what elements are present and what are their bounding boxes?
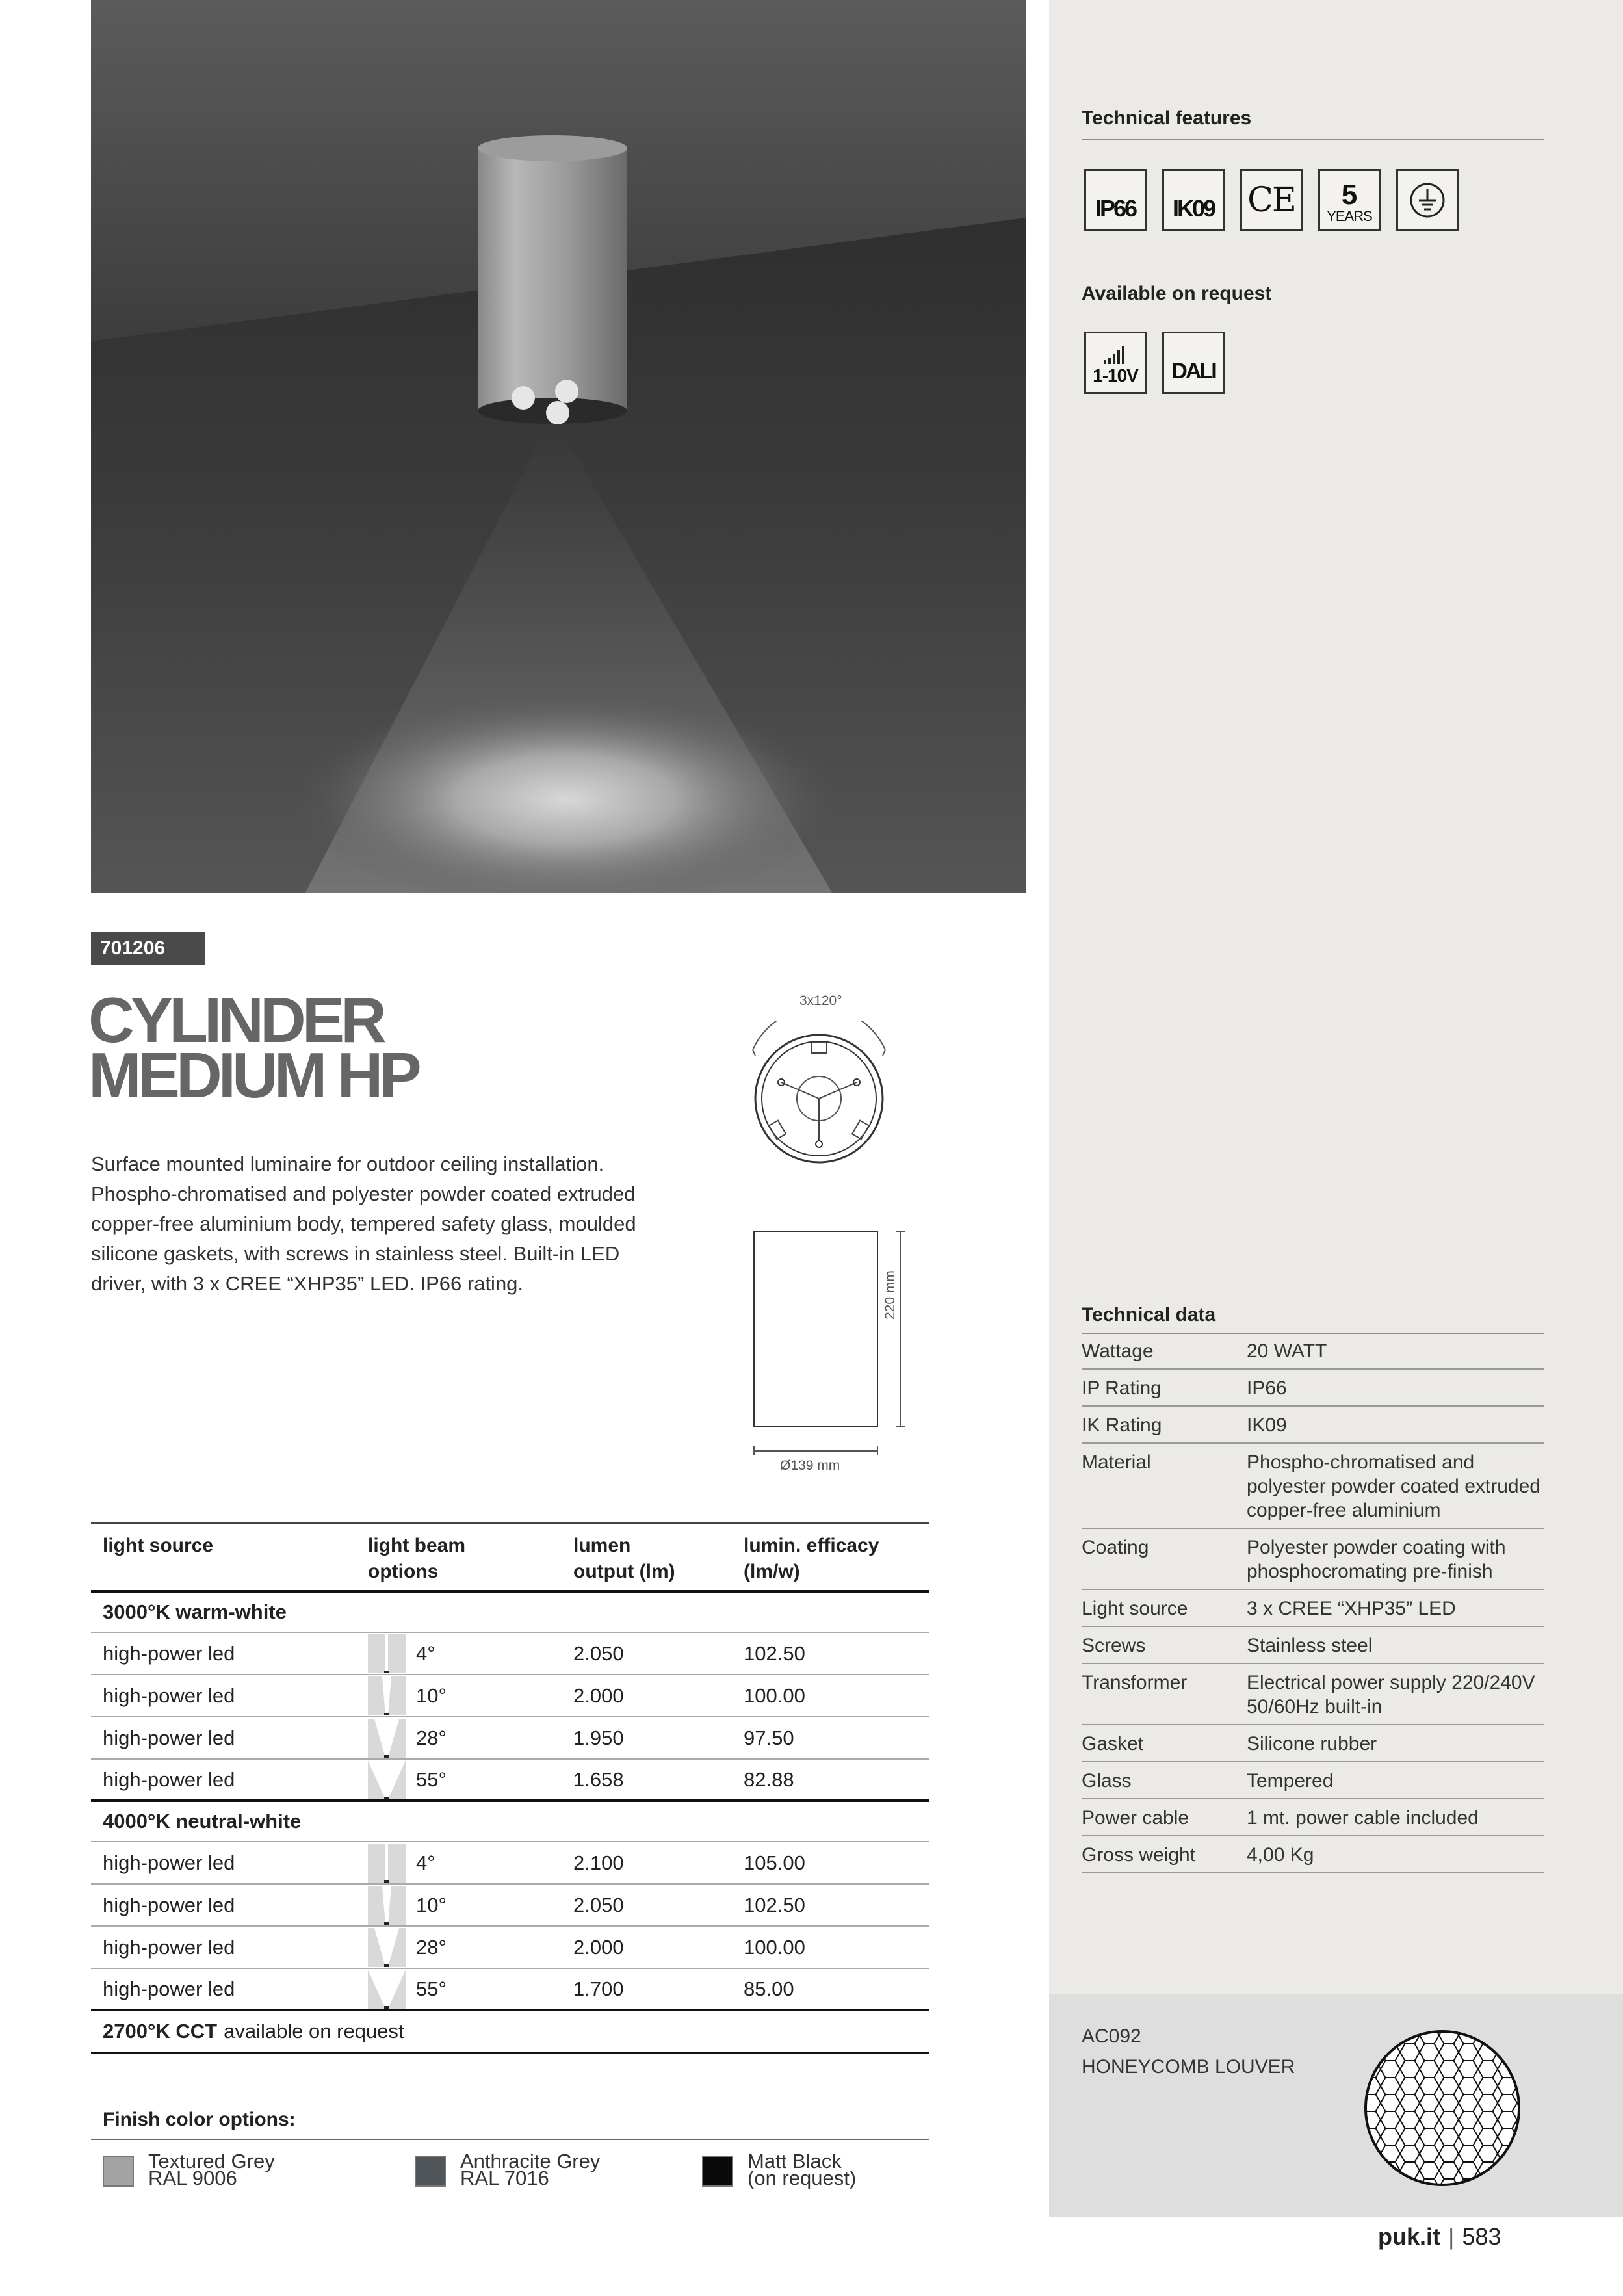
table-row: Screws Stainless steel [1082, 1627, 1544, 1664]
table-row: Gasket Silicone rubber [1082, 1725, 1544, 1762]
honeycomb-louver-icon [1361, 2027, 1524, 2189]
table-row: high-power led 55° 1.700 85.00 [91, 1969, 929, 2011]
cct-note-row: 2700°K CCT available on request [91, 2011, 929, 2054]
luminaire-photo-image [91, 0, 1026, 893]
table-row: high-power led 10° 2.050 102.50 [91, 1885, 929, 1927]
beam-4-icon [368, 1844, 406, 1883]
dimmable-1-10v-badge: 1-10V [1084, 332, 1147, 394]
available-on-request-title: Available on request [1082, 283, 1272, 304]
table-row: Glass Tempered [1082, 1762, 1544, 1799]
group-header-neutral-white: 4000°K neutral-white [91, 1802, 929, 1842]
table-row: Wattage 20 WATT [1082, 1333, 1544, 1370]
earth-ground-badge [1396, 169, 1459, 231]
accessory-panel [1049, 1994, 1623, 2217]
beam-4-icon [368, 1634, 406, 1673]
dali-badge: DALI [1162, 332, 1225, 394]
product-photo [91, 0, 1026, 893]
color-swatch [702, 2156, 733, 2187]
ik09-badge: IK09 [1162, 169, 1225, 231]
ground-icon [1408, 181, 1447, 220]
color-swatch [415, 2156, 446, 2187]
finish-option-textured-grey: Textured Grey RAL 9006 [103, 2153, 275, 2187]
product-title-line1: CYLINDER [88, 984, 383, 1056]
table-row: high-power led 10° 2.000 100.00 [91, 1675, 929, 1717]
table-row: high-power led 28° 1.950 97.50 [91, 1717, 929, 1760]
photometric-table [91, 1522, 929, 2054]
color-swatch [103, 2156, 134, 2187]
angle-label: 3x120° [799, 993, 842, 1008]
technical-data-table [1082, 1333, 1544, 1873]
five-years-warranty-badge: 5 YEARS [1318, 169, 1381, 231]
product-code: 701206 [91, 932, 205, 965]
table-row: Material Phospho-chromatised and polyester powder coated extruded copper-free aluminium [1082, 1444, 1544, 1529]
brand-website[interactable]: puk.it [1378, 2223, 1440, 2250]
beam-10-icon [368, 1676, 406, 1715]
accessory-code: AC092 [1082, 2026, 1141, 2047]
diameter-dimension: Ø139 mm [780, 1458, 840, 1473]
divider [91, 2139, 929, 2140]
table-row: Light source 3 x CREE “XHP35” LED [1082, 1590, 1544, 1627]
beam-55-icon [368, 1970, 406, 2009]
ip66-badge: IP66 [1084, 169, 1147, 231]
group-header-warm-white: 3000°K warm-white [91, 1593, 929, 1633]
page-number: 583 [1462, 2223, 1501, 2250]
product-description: Surface mounted luminaire for outdoor ceiling installation. Phospho-chromatised and polyester powder coated extruded copper-free aluminium body, tempered safety glass, moulded silicone gaskets, with screws in stainless steel. Built-in LED driver, with 3 x CREE “XHP35” LED. IP66 rating. [91, 1153, 636, 1295]
table-row: Transformer Electrical power supply 220/240V 50/60Hz built-in [1082, 1664, 1544, 1725]
height-dimension: 220 mm [883, 1270, 898, 1320]
accessory-name: HONEYCOMB LOUVER [1082, 2056, 1295, 2078]
table-row: Coating Polyester powder coating with phosphocromating pre-finish [1082, 1529, 1544, 1590]
table-row: Power cable 1 mt. power cable included [1082, 1799, 1544, 1836]
page-footer: puk.it | 583 [1378, 2223, 1501, 2250]
signal-bars-icon [1102, 345, 1128, 365]
table-row: high-power led 55° 1.658 82.88 [91, 1760, 929, 1802]
table-row: high-power led 28° 2.000 100.00 [91, 1927, 929, 1969]
beam-10-icon [368, 1886, 406, 1925]
ce-mark-badge: CE [1240, 169, 1303, 231]
finish-options-title: Finish color options: [103, 2109, 296, 2130]
table-row: Gross weight 4,00 Kg [1082, 1836, 1544, 1873]
divider [1082, 139, 1544, 140]
beam-28-icon [368, 1928, 406, 1967]
finish-option-matt-black: Matt Black (on request) [702, 2153, 856, 2187]
right-sidebar [1049, 0, 1623, 2217]
top-view-drawing [741, 1021, 897, 1177]
technical-data-title: Technical data [1082, 1304, 1216, 1325]
table-header: light source light beam options lumen output (lm) lumin. efficacy (lm/w) [91, 1522, 929, 1593]
beam-28-icon [368, 1719, 406, 1758]
finish-option-anthracite-grey: Anthracite Grey RAL 7016 [415, 2153, 600, 2187]
table-row: IK Rating IK09 [1082, 1407, 1544, 1444]
table-row: IP Rating IP66 [1082, 1370, 1544, 1407]
beam-55-icon [368, 1760, 406, 1799]
table-row: high-power led 4° 2.100 105.00 [91, 1842, 929, 1885]
table-row: high-power led 4° 2.050 102.50 [91, 1633, 929, 1675]
product-title-line2: MEDIUM HP [88, 1039, 418, 1111]
technical-features-title: Technical features [1082, 107, 1252, 129]
side-view-drawing [741, 1229, 929, 1476]
